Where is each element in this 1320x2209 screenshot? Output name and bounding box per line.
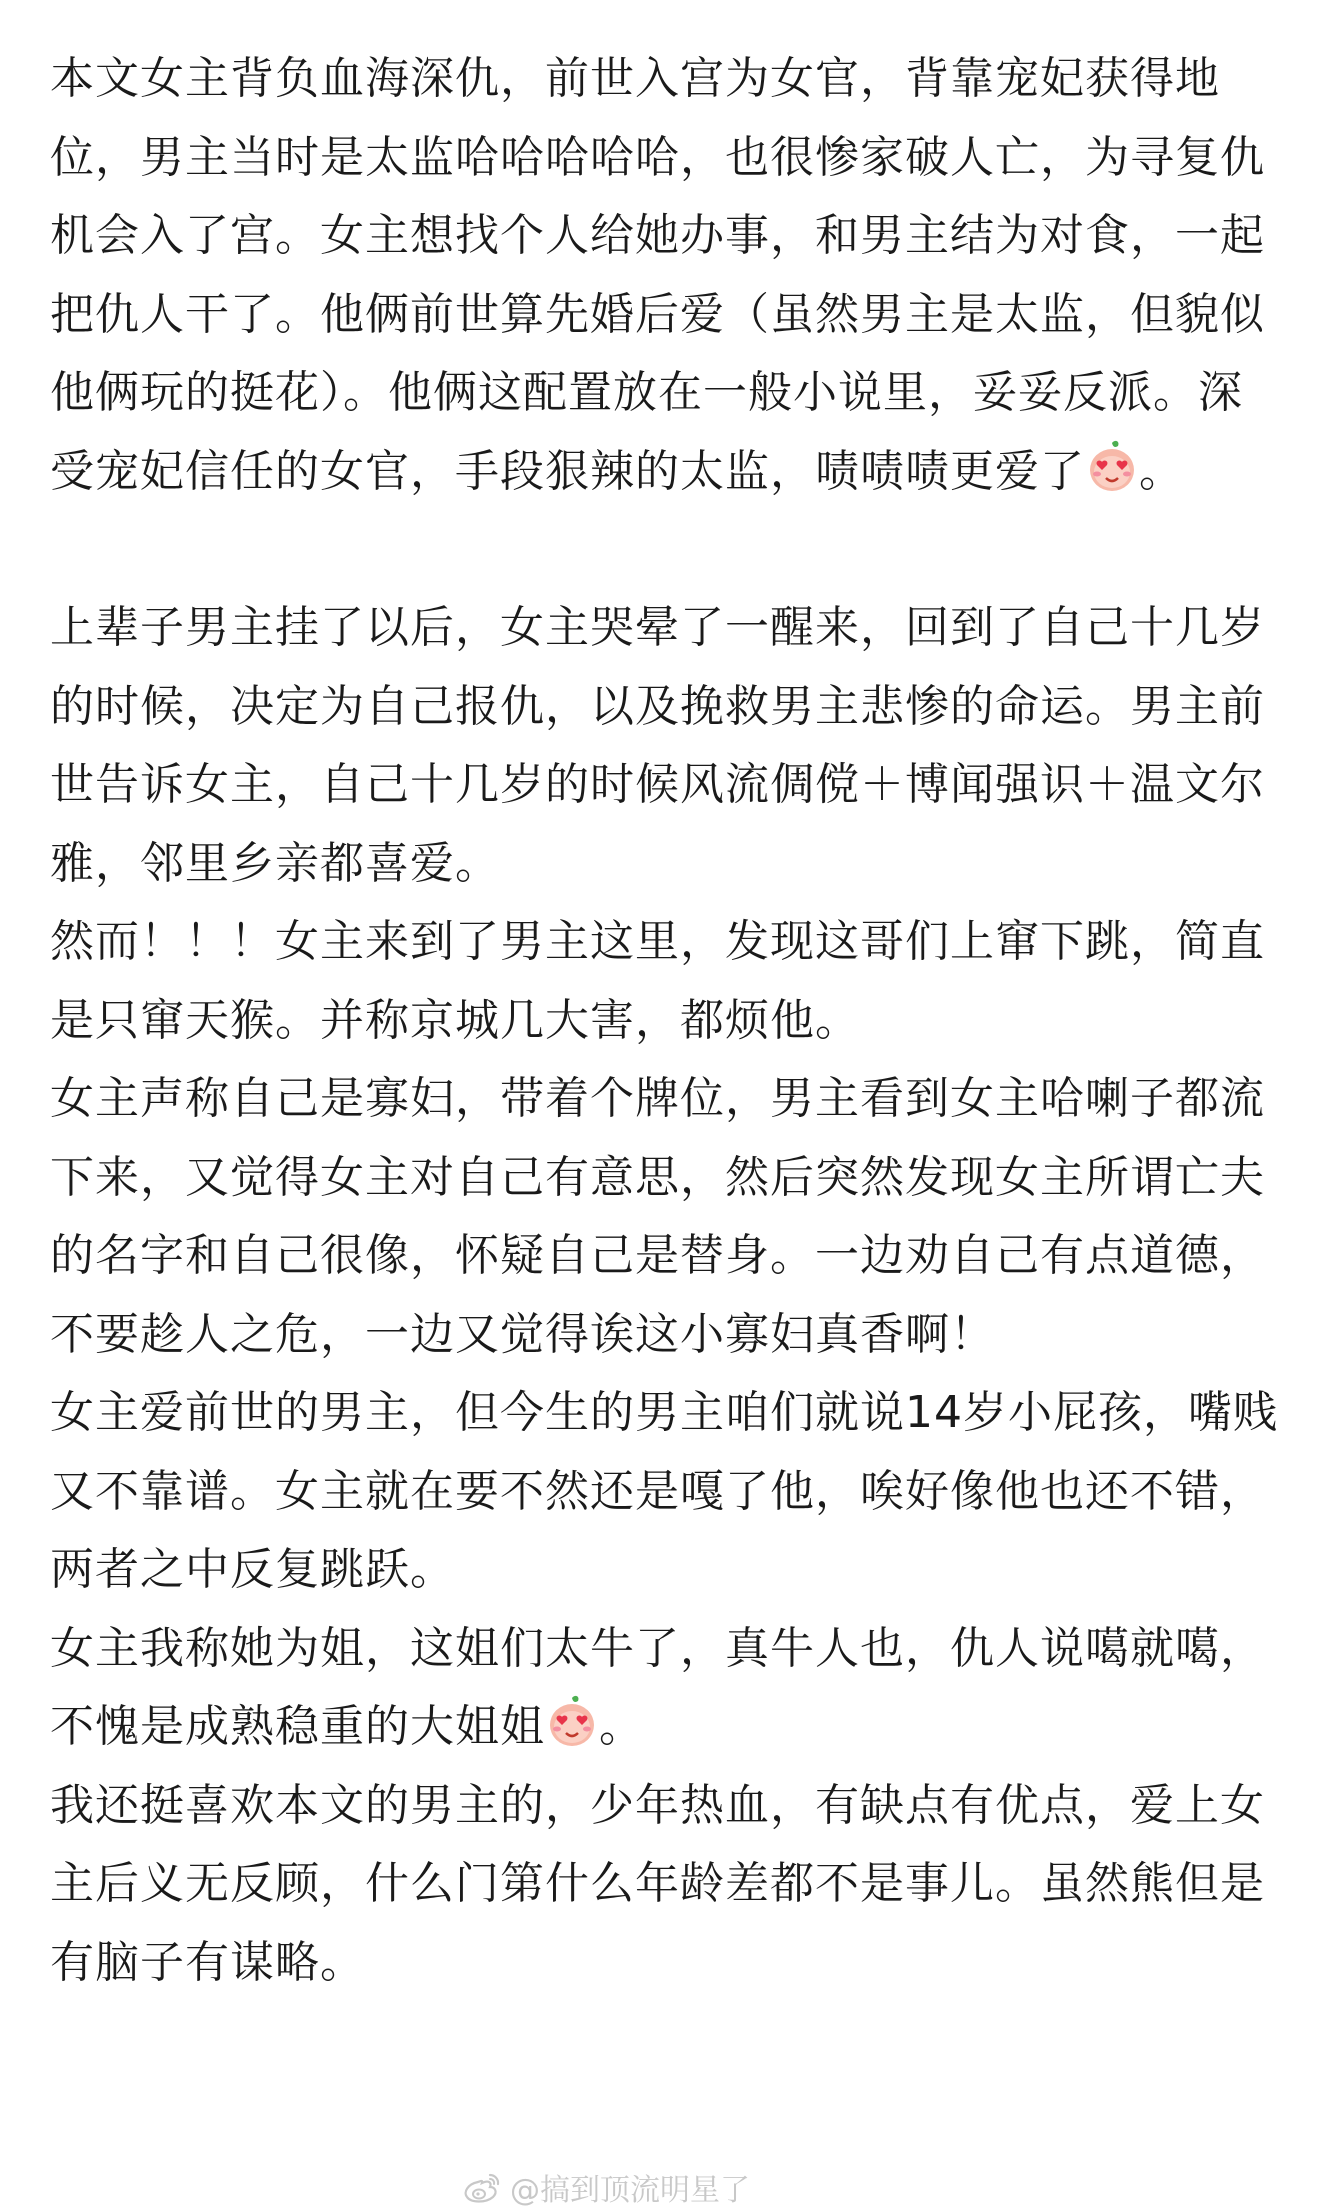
paragraph-6 xyxy=(50,1610,1280,1767)
paragraph-7: 我还挺喜欢本文的男主的，少年热血，有缺点有优点，爱上女主后义无反顾，什么门第什么年龄差都不是事儿。虽然熊但是有脑子有谋略。 xyxy=(50,1779,1265,1988)
paragraph-2: 上辈子男主挂了以后，女主哭晕了一醒来，回到了自己十几岁的时候，决定为自己报仇，以及挽救男主悲惨的命运。男主前世告诉女主，自己十几岁的时候风流倜傥＋博闻强识＋温文尔雅，邻里乡亲都喜爱。 xyxy=(50,602,1265,889)
heart-eyes-peach-emoji-icon xyxy=(547,1695,597,1749)
heart-eyes-peach-emoji-icon xyxy=(1087,440,1137,494)
weibo-watermark xyxy=(462,2165,750,2209)
paragraph-3: 然而！！！女主来到了男主这里，发现这哥们上窜下跳，简直是只窜天猴。并称京城几大害，都烦他。 xyxy=(50,916,1265,1046)
paragraph-text: 女主我称她为姐，这姐们太牛了，真牛人也，仇人说噶就噶，不愧是成熟稳重的大姐姐 xyxy=(50,1622,1265,1752)
paragraph-tail: 。 xyxy=(1139,445,1184,497)
paragraph-gap xyxy=(50,511,1280,589)
post-body xyxy=(50,40,1280,2002)
paragraph-4: 女主声称自己是寡妇，带着个牌位，男主看到女主哈喇子都流下来，又觉得女主对自己有意思，然后突然发现女主所谓亡夫的名字和自己很像，怀疑自己是替身。一边劝自己有点道德，不要趁人之危，一边又觉得诶这小寡妇真香啊！ xyxy=(50,1073,1265,1360)
paragraph-tail: 。 xyxy=(599,1701,644,1752)
paragraph-1 xyxy=(50,40,1280,511)
paragraph-text: 本文女主背负血海深仇，前世入宫为女官，背靠宠妃获得地位，男主当时是太监哈哈哈哈哈，也很惨家破人亡，为寻复仇机会入了宫。女主想找个人给她办事，和男主结为对食，一起把仇人干了。他俩前世算先婚后爱（虽然男主是太监，但貌似他俩玩的挺花）。他俩这配置放在一般小说里，妥妥反派。深受宠妃信任的女官，手段狠辣的太监，啧啧啧更爱了 xyxy=(50,53,1265,497)
watermark-text: @搞到顶流明星了 xyxy=(510,2173,750,2208)
paragraph-5: 女主爱前世的男主，但今生的男主咱们就说14岁小屁孩，嘴贱又不靠谱。女主就在要不然还是嘎了他，唉好像他也还不错，两者之中反复跳跃。 xyxy=(50,1387,1278,1595)
weibo-logo-icon xyxy=(462,2170,502,2204)
